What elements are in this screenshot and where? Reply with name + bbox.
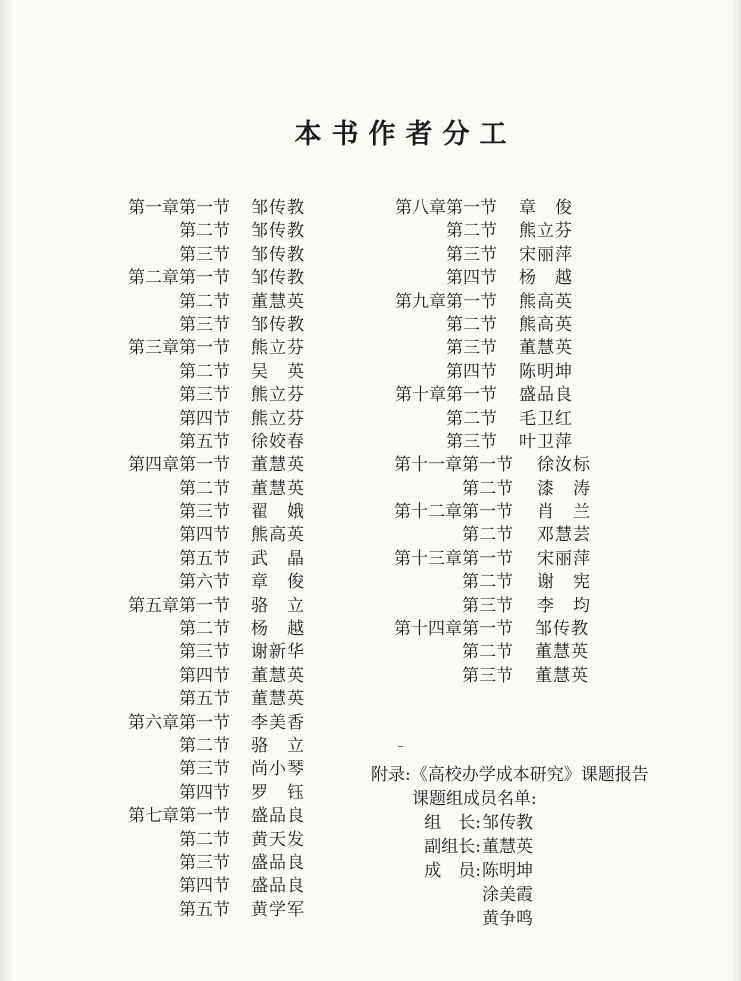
section-label: 第二节 xyxy=(446,408,497,429)
section-label: 第四节 xyxy=(446,361,497,382)
member-name: 黄争鸣 xyxy=(482,909,533,929)
author-name: 黄学军 xyxy=(251,899,305,920)
author-name: 盛品良 xyxy=(519,385,573,406)
section-label: 第四节 xyxy=(179,665,230,686)
author-name: 宋丽萍 xyxy=(519,244,573,265)
section-label: 第六章第一节 xyxy=(128,712,230,733)
author-name: 邹传教 xyxy=(251,314,305,335)
section-label: 第二节 xyxy=(446,314,497,335)
author-name: 陈明坤 xyxy=(519,361,573,382)
section-label: 第五节 xyxy=(179,899,230,920)
section-label: 第四节 xyxy=(179,525,230,546)
section-label: 第十章第一节 xyxy=(395,385,497,406)
author-name: 李美香 xyxy=(251,712,305,733)
section-label: 第三节 xyxy=(446,431,497,452)
section-label: 第二节 xyxy=(179,478,230,499)
author-name: 熊立芬 xyxy=(251,408,305,429)
section-label: 第二节 xyxy=(179,829,230,850)
section-label: 第三节 xyxy=(179,642,230,663)
section-label: 第二节 xyxy=(179,735,230,756)
section-label: 第五节 xyxy=(179,689,230,710)
section-label: 第三节 xyxy=(179,244,230,265)
section-label: 第三节 xyxy=(179,314,230,335)
member-row xyxy=(371,907,649,931)
author-name: 盛品良 xyxy=(251,876,305,897)
section-label: 第二节 xyxy=(446,221,497,242)
member-name: 邹传教 xyxy=(482,813,533,833)
section-label: 第二节 xyxy=(462,642,513,663)
section-label: 第五章第一节 xyxy=(128,595,230,616)
author-name: 肖 兰 xyxy=(537,502,591,523)
section-label: 第二节 xyxy=(179,361,230,382)
author-name: 杨 越 xyxy=(251,619,305,640)
author-name: 熊高英 xyxy=(519,291,573,312)
section-label: 第二节 xyxy=(462,478,513,499)
section-label: 第六节 xyxy=(179,572,230,593)
author-name: 章 俊 xyxy=(519,198,573,218)
member-name: 涂美霞 xyxy=(482,885,533,905)
section-label: 第十三章第一节 xyxy=(394,548,513,569)
section-label: 第三节 xyxy=(179,385,230,406)
author-name: 武 晶 xyxy=(251,548,305,569)
section-label: 第二节 xyxy=(179,221,230,242)
section-label: 第三节 xyxy=(179,502,230,523)
author-name: 董慧英 xyxy=(251,455,305,476)
appendix-heading: 附录:《高校办学成本研究》课题报告 xyxy=(371,765,649,785)
author-name: 邓慧芸 xyxy=(537,525,591,546)
section-label: 第二节 xyxy=(179,291,230,312)
author-name: 董慧英 xyxy=(251,291,305,312)
author-name: 黄天发 xyxy=(251,829,305,850)
member-row xyxy=(371,835,649,859)
author-name: 熊立芬 xyxy=(519,221,573,242)
author-name: 骆 立 xyxy=(251,595,305,616)
section-label: 第七章第一节 xyxy=(128,806,230,827)
section-label: 第八章第一节 xyxy=(395,198,497,218)
author-name: 熊立芬 xyxy=(251,385,305,406)
member-row xyxy=(371,883,649,907)
author-name: 章 俊 xyxy=(251,572,305,593)
member-name: 陈明坤 xyxy=(482,861,533,881)
section-label: 第九章第一节 xyxy=(395,291,497,312)
section-label: 第十一章第一节 xyxy=(394,455,513,476)
section-label: 第十二章第一节 xyxy=(394,502,513,523)
appendix-subheading: 课题组成员名单: xyxy=(412,789,537,809)
section-label: 第四节 xyxy=(179,876,230,897)
section-label: 第二节 xyxy=(179,619,230,640)
author-name: 徐姣春 xyxy=(251,431,305,452)
author-name: 叶卫萍 xyxy=(519,431,573,452)
author-name: 吴 英 xyxy=(251,361,305,382)
author-name: 邹传教 xyxy=(251,268,305,289)
section-label: 第十四章第一节 xyxy=(394,619,513,640)
author-name: 尚小琴 xyxy=(251,759,305,780)
section-label: 第五节 xyxy=(179,431,230,452)
author-name: 漆 涛 xyxy=(537,478,591,499)
member-row xyxy=(371,811,649,835)
author-name: 盛品良 xyxy=(251,852,305,873)
author-name: 毛卫红 xyxy=(519,408,573,429)
author-name: 谢新华 xyxy=(251,642,305,663)
member-role: 组 长: xyxy=(424,813,481,833)
author-name: 罗 钰 xyxy=(251,782,305,803)
section-label: 第二节 xyxy=(462,572,513,593)
section-label: 第三节 xyxy=(446,338,497,359)
author-name: 董慧英 xyxy=(251,665,305,686)
section-label: 第三节 xyxy=(179,852,230,873)
appendix-block xyxy=(371,763,649,931)
member-row xyxy=(371,859,649,883)
author-name: 董慧英 xyxy=(251,689,305,710)
author-name: 邹传教 xyxy=(251,221,305,242)
page-title: 本书作者分工 xyxy=(294,119,517,150)
member-name: 董慧英 xyxy=(482,837,533,857)
member-role: 成 员: xyxy=(424,861,481,881)
author-name: 熊高英 xyxy=(519,314,573,335)
author-name: 李 均 xyxy=(537,595,591,616)
section-label: 第三节 xyxy=(462,595,513,616)
section-label: 第三章第一节 xyxy=(128,338,230,359)
scan-mark xyxy=(398,746,403,747)
section-label: 第四章第一节 xyxy=(128,455,230,476)
author-name: 宋丽萍 xyxy=(537,548,591,569)
author-name: 董慧英 xyxy=(535,665,589,686)
author-name: 董慧英 xyxy=(535,642,589,663)
author-name: 谢 宪 xyxy=(537,572,591,593)
section-label: 第五节 xyxy=(179,548,230,569)
section-label: 第三节 xyxy=(179,759,230,780)
author-name: 翟 娥 xyxy=(251,502,305,523)
author-name: 邹传教 xyxy=(251,198,305,218)
section-label: 第四节 xyxy=(179,782,230,803)
section-label: 第三节 xyxy=(446,244,497,265)
author-name: 盛品良 xyxy=(251,806,305,827)
section-label: 第一章第一节 xyxy=(128,198,230,218)
author-name: 骆 立 xyxy=(251,735,305,756)
section-label: 第四节 xyxy=(179,408,230,429)
author-name: 董慧英 xyxy=(519,338,573,359)
author-name: 董慧英 xyxy=(251,478,305,499)
author-name: 熊高英 xyxy=(251,525,305,546)
author-name: 杨 越 xyxy=(519,268,573,289)
author-name: 邹传教 xyxy=(251,244,305,265)
author-name: 熊立芬 xyxy=(251,338,305,359)
section-label: 第三节 xyxy=(462,665,513,686)
section-label: 第四节 xyxy=(446,268,497,289)
member-role: 副组长: xyxy=(424,837,481,857)
section-label: 第二章第一节 xyxy=(128,268,230,289)
author-name: 邹传教 xyxy=(535,619,589,640)
section-label: 第二节 xyxy=(462,525,513,546)
author-name: 徐汝标 xyxy=(537,455,591,476)
